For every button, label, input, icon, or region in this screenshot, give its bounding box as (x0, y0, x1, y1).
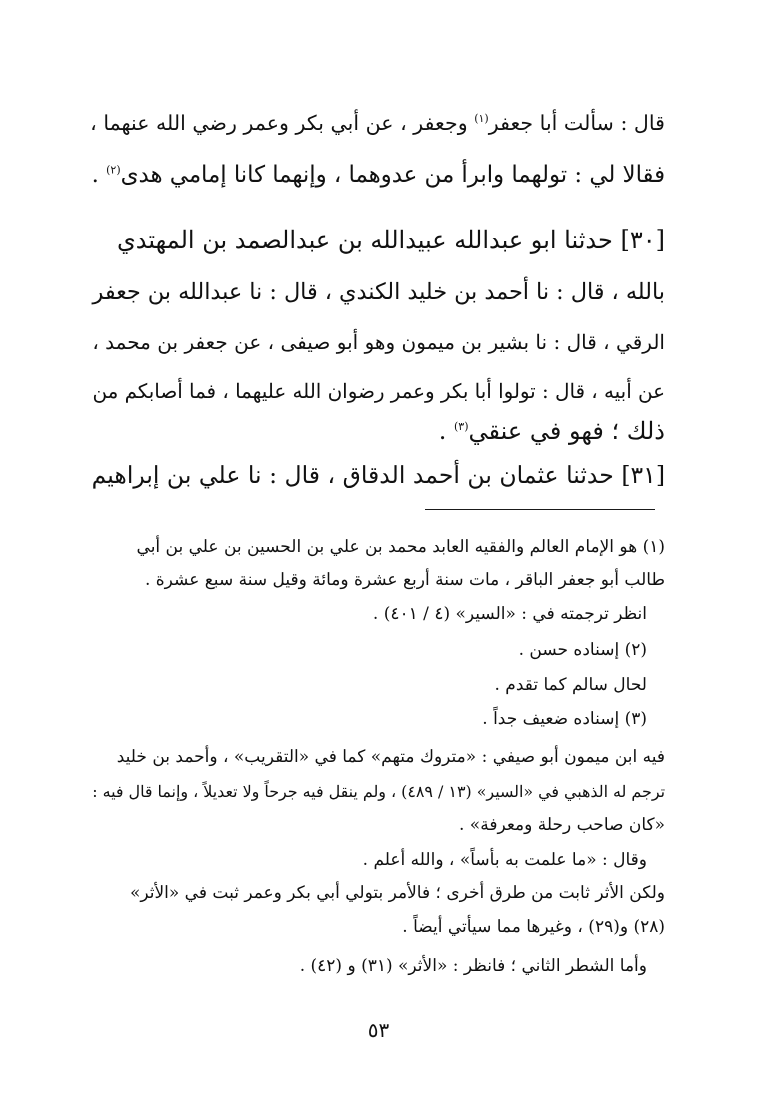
main-line-2: فقالا لي : تولهما وابرأ من عدوهما ، وإنهما كانا إمامي هدى$^{(٢)}$ . (91, 162, 665, 188)
footnote-line-9: «كان صاحب رحلة ومعرفة» . (459, 815, 665, 835)
footnote-line-11: ولكن الأثر ثابت من طرق أخرى ؛ فالأمر بتولي أبي بكر وعمر ثبت في «الأثر» (129, 883, 665, 903)
main-line-3: [٣٠] حدثنا ابو عبدالله عبيدالله بن عبدالصمد بن المهتدي (117, 226, 665, 254)
footnote-ref-3: (٣) (453, 420, 469, 433)
main-line-6: عن أبيه ، قال : تولوا أبا بكر وعمر رضوان الله عليهما ، فما أصابكم من (92, 380, 665, 403)
footnote-divider (425, 509, 655, 510)
main-line-8: [٣١] حدثنا عثمان بن أحمد الدقاق ، قال : نا علي بن إبراهيم (91, 461, 665, 489)
footnote-line-10: وقال : «ما علمت به بأساً» ، والله أعلم . (362, 850, 647, 870)
footnote-line-5: لحال سالم كما تقدم . (494, 675, 647, 695)
footnote-line-12: (٢٨) و(٢٩) ، وغيرها مما سيأتي أيضاً . (402, 917, 665, 937)
footnote-ref-1: (١) (474, 112, 489, 126)
footnote-line-4: (٢) إسناده حسن . (518, 640, 647, 660)
main-line-7: ذلك ؛ فهو في عنقي$^{(٣)}$ . (438, 417, 665, 445)
footnote-line-8: ترجم له الذهبي في «السير» (١٣ / ٤٨٩) ، ولم ينقل فيه جرحاً ولا تعديلاً ، وإنما قال فيه : (92, 782, 665, 801)
footnote-line-6: (٣) إسناده ضعيف جداً . (482, 709, 647, 729)
footnote-line-2: طالب أبو جعفر الباقر ، مات سنة أربع عشرة ومائة وقيل سنة سبع عشرة . (144, 570, 665, 590)
footnote-line-13: وأما الشطر الثاني ؛ فانظر : «الأثر» (٣١) و (٤٢) . (299, 956, 647, 976)
footnote-line-3: انظر ترجمته في : «السير» (٤ / ٤٠١) . (372, 604, 647, 624)
page-number: ٥٣ (367, 1018, 390, 1042)
footnote-ref-2: (٢) (106, 163, 121, 177)
footnote-line-1: (١) هو الإمام العالم والفقيه العابد محمد بن علي بن الحسين بن علي بن أبي (136, 537, 665, 557)
main-line-1: قال : سألت أبا جعفر$^{(١)}$ وجعفر ، عن أبي بكر وعمر رضي الله عنهما ، (90, 111, 665, 135)
footnote-line-7: فيه ابن ميمون أبو صيفي : «متروك متهم» كما في «التقريب» ، وأحمد بن خليد (116, 747, 665, 767)
main-line-4: بالله ، قال : نا أحمد بن خليد الكندي ، قال : نا عبدالله بن جعفر (92, 279, 665, 305)
main-line-5: الرقي ، قال : نا بشير بن ميمون وهو أبو صيفى ، عن جعفر بن محمد ، (92, 330, 665, 354)
